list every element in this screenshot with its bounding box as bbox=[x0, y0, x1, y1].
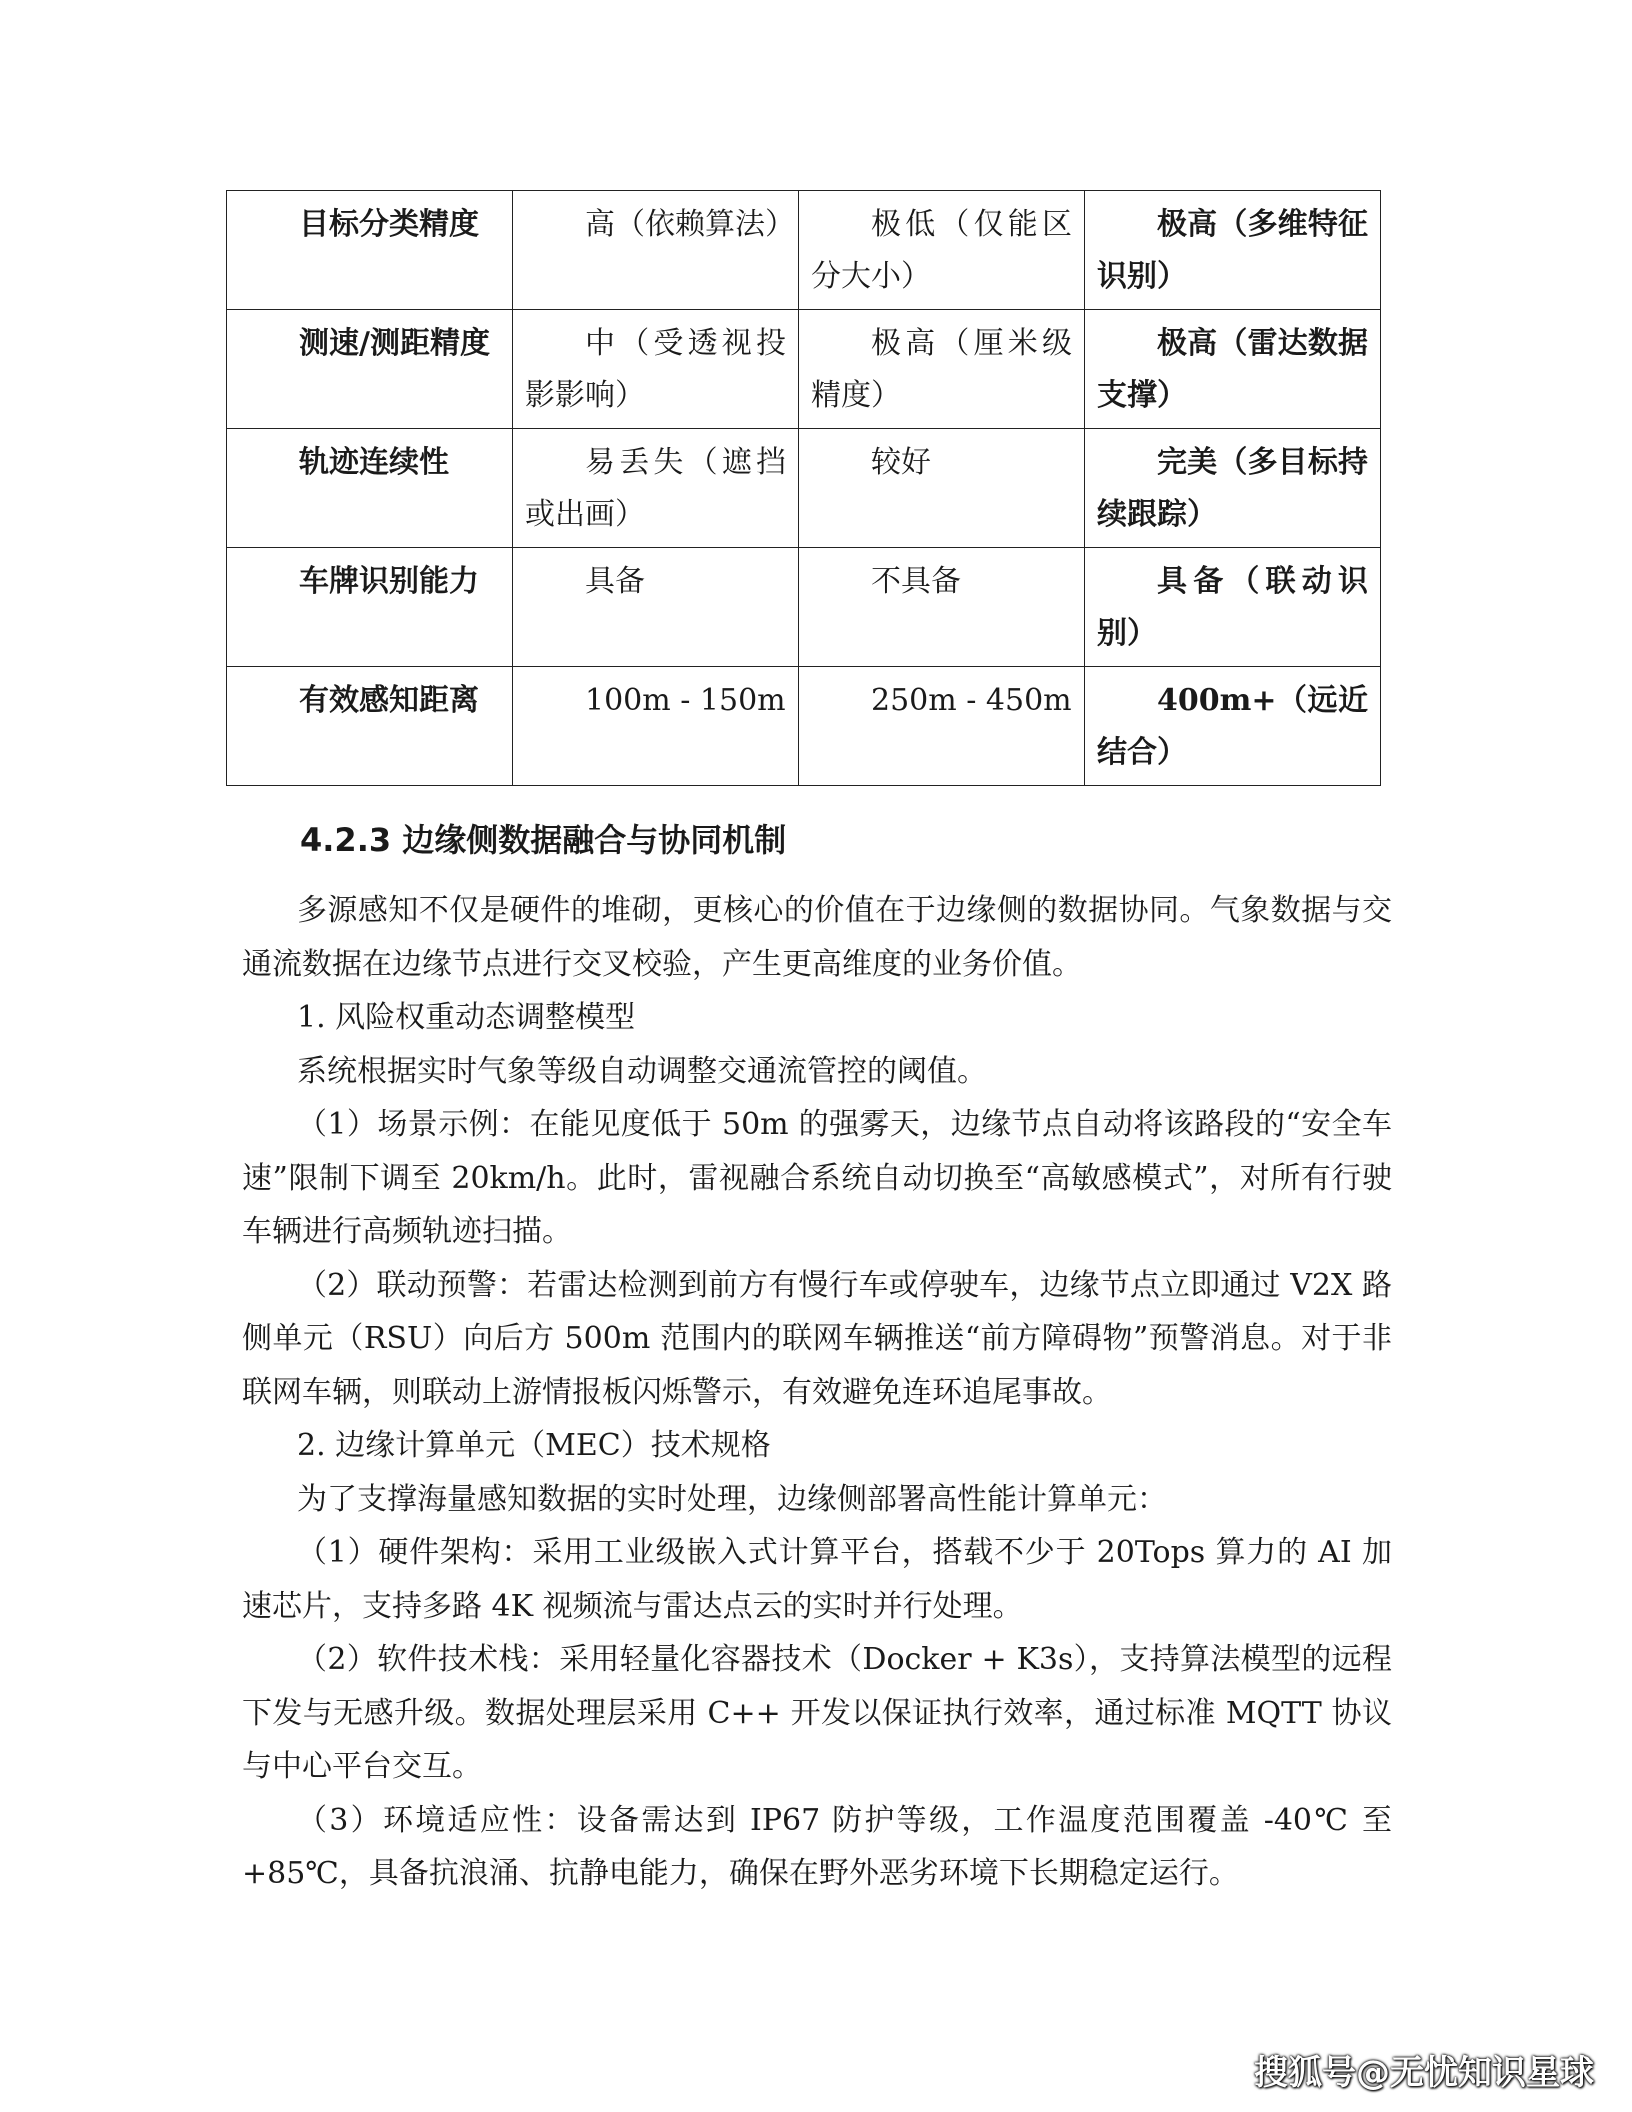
table-cell-fusion: 400m+（远近结合） bbox=[1085, 667, 1381, 786]
table-cell-fusion: 具备（联动识别） bbox=[1085, 548, 1381, 667]
table-cell-fusion: 极高（多维特征识别） bbox=[1085, 191, 1381, 310]
paragraph: 1. 风险权重动态调整模型 bbox=[297, 1000, 636, 1035]
paragraph: 多源感知不仅是硬件的堆砌，更核心的价值在于边缘侧的数据协同。气象数据与交通流数据在边缘节点进行交叉校验，产生更高维度的业务价值。 bbox=[242, 893, 1392, 982]
table-cell-label: 目标分类精度 bbox=[227, 191, 513, 310]
table-cell-radar: 不具备 bbox=[799, 548, 1085, 667]
watermark: 搜狐号@无忧知识星球 bbox=[1254, 2053, 1594, 2093]
table-cell-radar: 极低（仅能区分大小） bbox=[799, 191, 1085, 310]
paragraph: （1）场景示例：在能见度低于 50m 的强雾天，边缘节点自动将该路段的“安全车速”限制下调至 20km/h。此时，雷视融合系统自动切换至“高敏感模式”，对所有行驶车辆进行高频轨迹扫描。 bbox=[242, 1107, 1392, 1249]
table-cell-video: 100m - 150m bbox=[513, 667, 799, 786]
table-cell-label: 车牌识别能力 bbox=[227, 548, 513, 667]
paragraph: 2. 边缘计算单元（MEC）技术规格 bbox=[297, 1428, 771, 1463]
paragraph: （3）环境适应性：设备需达到 IP67 防护等级，工作温度范围覆盖 -40℃ 至 +85℃，具备抗浪涌、抗静电能力，确保在野外恶劣环境下长期稳定运行。 bbox=[242, 1802, 1392, 1891]
table-row bbox=[227, 310, 1381, 429]
paragraph: （1）硬件架构：采用工业级嵌入式计算平台，搭载不少于 20Tops 算力的 AI 加速芯片，支持多路 4K 视频流与雷达点云的实时并行处理。 bbox=[242, 1535, 1392, 1624]
table-cell-video: 中（受透视投影影响） bbox=[513, 310, 799, 429]
section-body bbox=[242, 884, 1392, 1901]
table-row bbox=[227, 191, 1381, 310]
table-cell-radar: 较好 bbox=[799, 429, 1085, 548]
paragraph: 系统根据实时气象等级自动调整交通流管控的阈值。 bbox=[297, 1053, 987, 1089]
table-cell-label: 有效感知距离 bbox=[227, 667, 513, 786]
paragraph: （2）联动预警：若雷达检测到前方有慢行车或停驶车，边缘节点立即通过 V2X 路侧单元（RSU）向后方 500m 范围内的联网车辆推送“前方障碍物”预警消息。对于非联网车辆，则联动上游情报板闪烁警示，有效避免连环追尾事故。 bbox=[242, 1267, 1392, 1410]
table-cell-video: 具备 bbox=[513, 548, 799, 667]
table-cell-label: 测速/测距精度 bbox=[227, 310, 513, 429]
table-cell-fusion: 完美（多目标持续跟踪） bbox=[1085, 429, 1381, 548]
section-heading: 4.2.3 边缘侧数据融合与协同机制 bbox=[300, 821, 787, 859]
table-cell-label: 轨迹连续性 bbox=[227, 429, 513, 548]
table-cell-fusion: 极高（雷达数据支撑） bbox=[1085, 310, 1381, 429]
table-row bbox=[227, 429, 1381, 548]
table-cell-video: 易丢失（遮挡或出画） bbox=[513, 429, 799, 548]
paragraph: 为了支撑海量感知数据的实时处理，边缘侧部署高性能计算单元： bbox=[297, 1481, 1167, 1517]
comparison-table bbox=[226, 190, 1381, 786]
table-row bbox=[227, 667, 1381, 786]
table-cell-video: 高（依赖算法） bbox=[513, 191, 799, 310]
paragraph: （2）软件技术栈：采用轻量化容器技术（Docker + K3s），支持算法模型的远程下发与无感升级。数据处理层采用 C++ 开发以保证执行效率，通过标准 MQTT 协议与中心平台交互。 bbox=[242, 1642, 1392, 1784]
table-cell-radar: 极高（厘米级精度） bbox=[799, 310, 1085, 429]
table-row bbox=[227, 548, 1381, 667]
table-cell-radar: 250m - 450m bbox=[799, 667, 1085, 786]
